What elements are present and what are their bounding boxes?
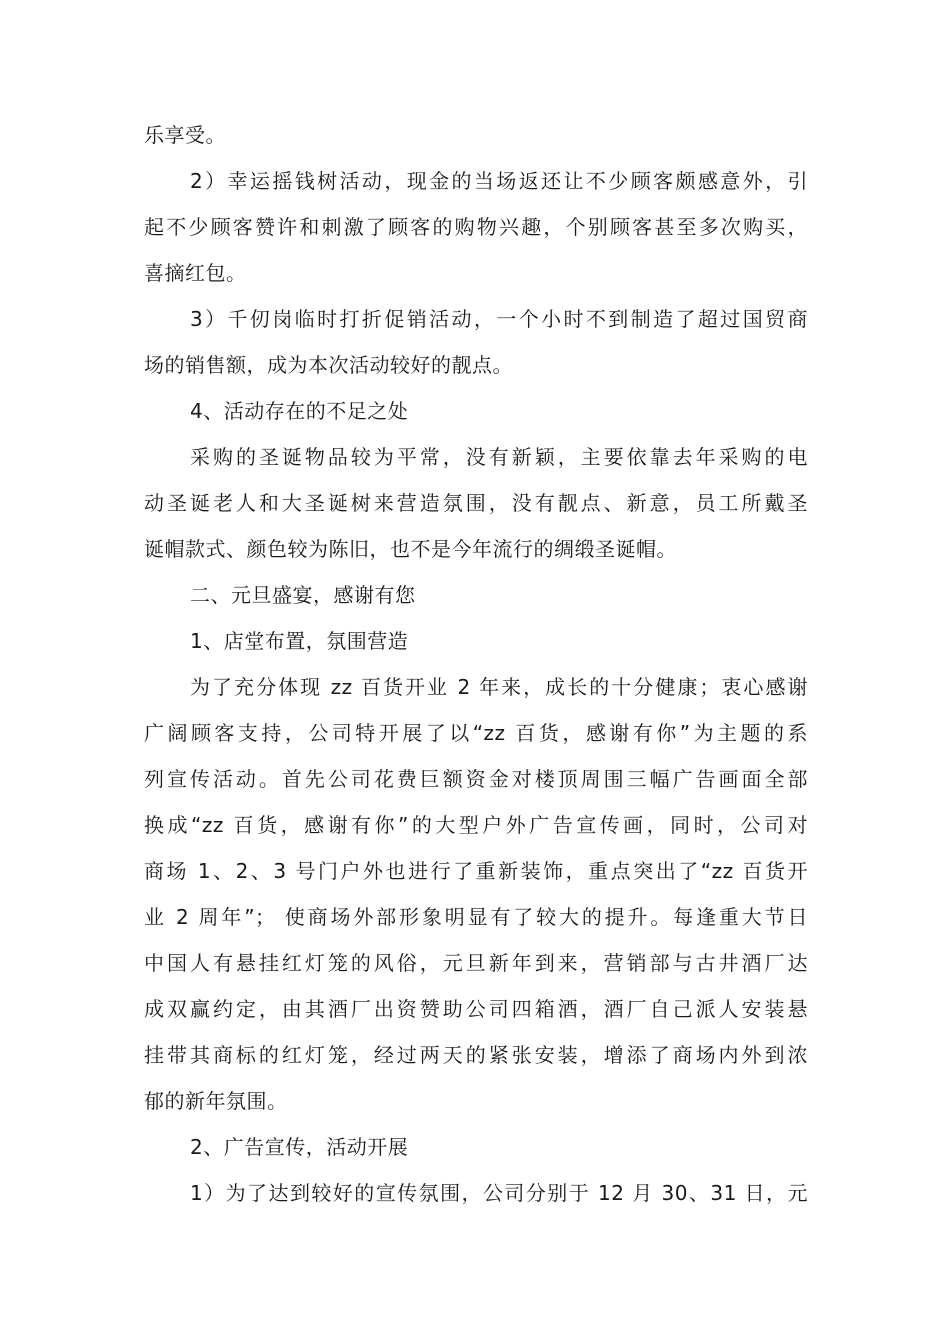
text-line: 起不少顾客赞许和刺激了顾客的购物兴趣，个别顾客甚至多次购买， — [144, 215, 808, 239]
text-line: 2）幸运摇钱树活动，现金的当场返还让不少顾客颇感意外，引 — [190, 169, 808, 193]
text-line: 列宣传活动。首先公司花费巨额资金对楼顶周围三幅广告画面全部 — [144, 767, 808, 791]
text-line: 二、元旦盛宴，感谢有您 — [190, 583, 416, 607]
text-line: 3）千仞岗临时打折促销活动，一个小时不到制造了超过国贸商 — [190, 307, 808, 331]
text-line: 2、广告宣传，活动开展 — [190, 1135, 409, 1159]
text-line: 业 2 周年”； 使商场外部形象明显有了较大的提升。每逢重大节日 — [144, 905, 808, 929]
text-line: 广阔顾客支持，公司特开展了以“zz 百货，感谢有你”为主题的系 — [144, 721, 808, 745]
text-line: 诞帽款式、颜色较为陈旧，也不是今年流行的绸缎圣诞帽。 — [144, 537, 677, 561]
text-line: 中国人有悬挂红灯笼的风俗，元旦新年到来，营销部与古井酒厂达 — [144, 951, 808, 975]
text-line: 采购的圣诞物品较为平常，没有新颖，主要依靠去年采购的电 — [190, 445, 808, 469]
text-line: 动圣诞老人和大圣诞树来营造氛围，没有靓点、新意，员工所戴圣 — [144, 491, 808, 515]
text-line: 为了充分体现 zz 百货开业 2 年来，成长的十分健康；衷心感谢 — [190, 675, 808, 699]
text-line: 1、店堂布置，氛围营造 — [190, 629, 409, 653]
text-line: 郁的新年氛围。 — [144, 1089, 288, 1113]
text-line: 乐享受。 — [144, 123, 226, 147]
text-line: 换成“zz 百货，感谢有你”的大型户外广告宣传画，同时，公司对 — [144, 813, 808, 837]
text-line: 场的销售额，成为本次活动较好的靓点。 — [144, 353, 513, 377]
text-line: 喜摘红包。 — [144, 261, 247, 285]
document-body — [144, 112, 808, 1216]
text-line: 4、活动存在的不足之处 — [190, 399, 409, 423]
text-line: 1）为了达到较好的宣传氛围，公司分别于 12 月 30、31 日，元 — [190, 1181, 808, 1205]
text-line: 成双赢约定，由其酒厂出资赞助公司四箱酒，酒厂自己派人安装悬 — [144, 997, 808, 1021]
text-line: 挂带其商标的红灯笼，经过两天的紧张安装，增添了商场内外到浓 — [144, 1043, 808, 1067]
text-line: 商场 1、2、3 号门户外也进行了重新装饰，重点突出了“zz 百货开 — [144, 859, 808, 883]
